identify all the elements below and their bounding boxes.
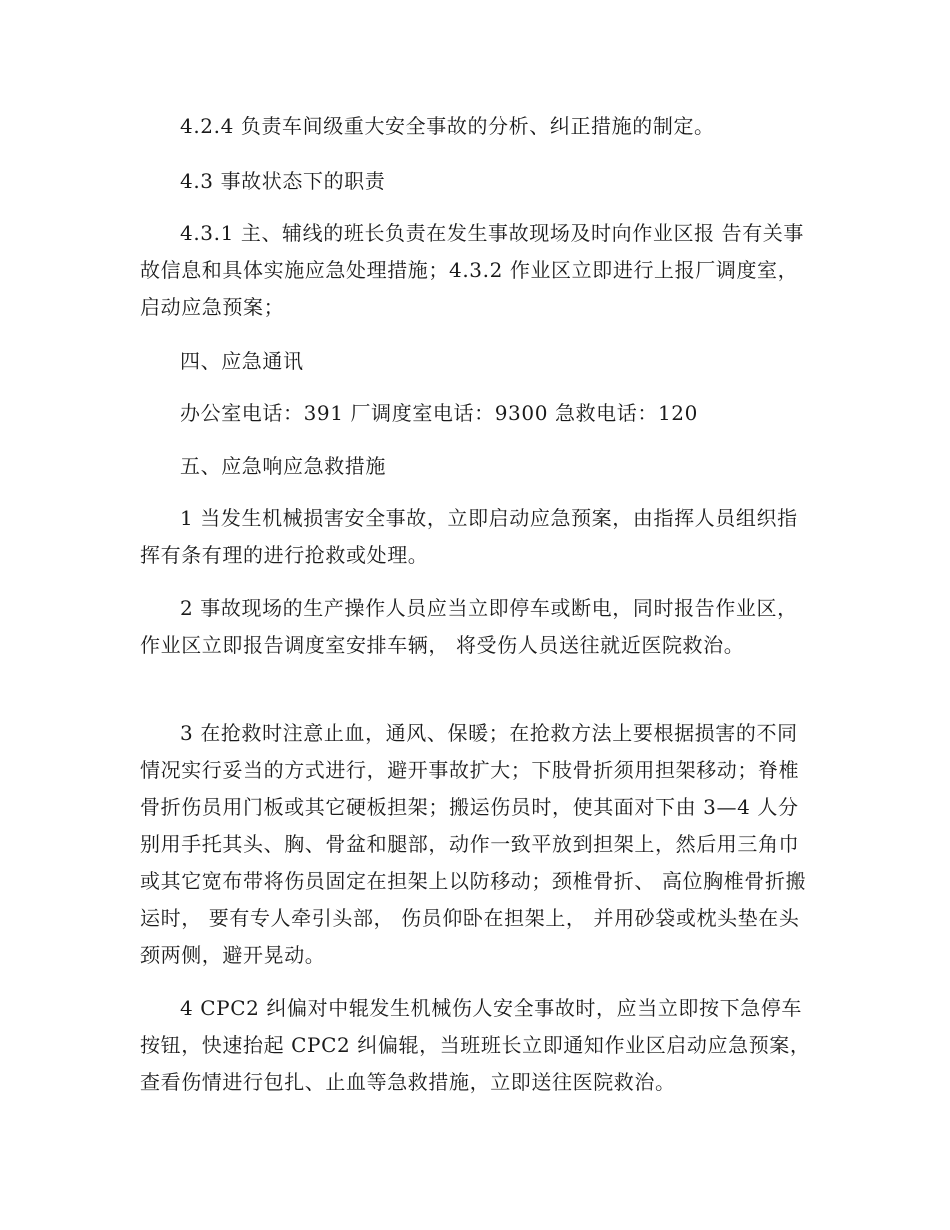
heading-emergency-response: 五、应急响应急救措施 bbox=[180, 454, 386, 478]
paragraph-measure-4: 4 CPC2 纠偏对中辊发生机械伤人安全事故时，应当立即按下急停车按钮，快速抬起 CPC2 纠偏辊，当班班长立即通知作业区启动应急预案，查看伤情进行包扎、止血等急救措施，立即送往医院救治。 bbox=[140, 996, 811, 1094]
paragraph-phone-numbers: 办公室电话：391 厂调度室电话：9300 急救电话：120 bbox=[180, 401, 698, 425]
heading-emergency-communication: 四、应急通讯 bbox=[180, 349, 304, 373]
paragraph-4-3-1: 4.3.1 主、辅线的班长负责在发生事故现场及时向作业区报 告有关事故信息和具体实施应急处理措施；4.3.2 作业区立即进行上报厂调度室，启动应急预案； bbox=[140, 221, 805, 319]
paragraph-4-2-4: 4.2.4 负责车间级重大安全事故的分析、纠正措施的制定。 bbox=[180, 114, 715, 138]
heading-4-3: 4.3 事故状态下的职责 bbox=[180, 169, 386, 193]
paragraph-measure-3: 3 在抢救时注意止血，通风、保暖；在抢救方法上要根据损害的不同情况实行妥当的方式进行，避开事故扩大；下肢骨折须用担架移动；脊椎骨折伤员用门板或其它硬板担架；搬运伤员时，使其面对下由 3—4 人分别用手托其头、胸、骨盆和腿部，动作一致平放到担架上，然后用三角巾或其它宽布带将伤员固定在担架上以防移动；颈椎骨折、 高位胸椎骨折搬运时， 要有专人牵引头部， 伤员仰卧在担架上， 并用砂袋或枕头垫在头颈两侧，避开晃动。 bbox=[140, 721, 807, 967]
paragraph-measure-1: 1 当发生机械损害安全事故，立即启动应急预案，由指挥人员组织指挥有条有理的进行抢救或处理。 bbox=[140, 506, 798, 567]
paragraph-measure-2: 2 事故现场的生产操作人员应当立即停车或断电，同时报告作业区， 作业区立即报告调度室安排车辆， 将受伤人员送往就近医院救治。 bbox=[140, 596, 805, 657]
